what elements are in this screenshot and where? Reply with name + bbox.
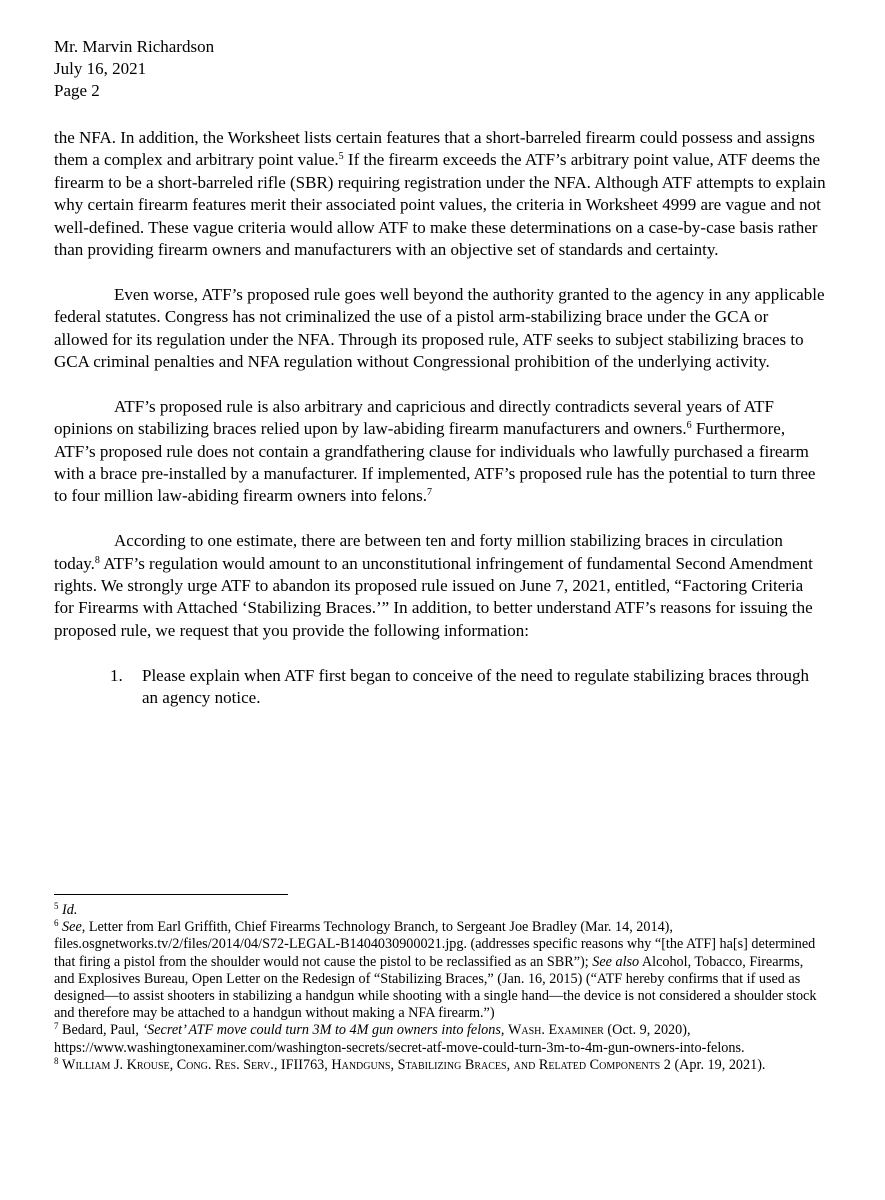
- footnote-divider: [54, 894, 288, 895]
- list-item: [110, 665, 826, 710]
- footnotes: [54, 902, 826, 1074]
- letter-date: July 16, 2021: [54, 59, 147, 78]
- paragraph-worksheet: the NFA. In addition, the Worksheet lists certain features that a short-barreled firearm could possess and assigns them a complex and arbitrary point value.$^5$ If the firearm exceeds the ATF’s arbitrary point value, ATF deems the firearm to be a short-barreled rifle (SBR) requiring registration under the NFA. Although ATF attempts to explain why certain firearm features merit their associated point values, the criteria in Worksheet 4999 are vague and not well-defined. These vague criteria would allow ATF to make these determinations on a case-by-case basis rather than providing firearm owners and manufacturers with an objective set of standards and certainty.: [54, 128, 826, 260]
- footnote-6: $^6$ See, Letter from Earl Griffith, Chief Firearms Technology Branch, to Sergeant Joe Bradley (Mar. 14, 2014), files.osgnetworks.tv/2/files/2014/04/S72-LEGAL-B1404030900021.jpg. (addresses specific reasons why “[the ATF] ha[s] determined that firing a pistol from the shoulder would not cause the pistol to be reclassified as an SBR”); See also Alcohol, Tobacco, Firearms, and Explosives Bureau, Open Letter on the Redesign of “Stabilizing Braces,” (Jan. 16, 2015) (“ATF hereby confirms that if used as designed—to assist shooters in stabilizing a handgun while shooting with a single hand—the device is not considered a shoulder stock and therefore may be attached to a handgun without making a NFA firearm.”): [54, 918, 817, 1022]
- footnote-ref-5: 5: [338, 151, 344, 163]
- paragraph-estimate: According to one estimate, there are between ten and forty million stabilizing braces in circulation today.$^8$ ATF’s regulation would amount to an unconstitutional infringement of fundamental Second Amendment rights. We strongly urge ATF to abandon its proposed rule issued on June 7, 2021, entitled, “Factoring Criteria for Firearms with Attached ‘Stabilizing Braces.’” In addition, to better understand ATF’s reasons for issuing the proposed rule, we request that you provide the following information:: [54, 531, 813, 640]
- letter-body: [54, 127, 826, 710]
- footnote-ref-7: 7: [426, 487, 432, 499]
- footnote-ref-8: 8: [94, 554, 100, 566]
- footnote-5: $^5$ Id.: [54, 901, 78, 918]
- list-text: Please explain when ATF first began to conceive of the need to regulate stabilizing braces through an agency notice.: [142, 665, 810, 708]
- footnote-ref-6: 6: [686, 420, 692, 432]
- paragraph-arbitrary: ATF’s proposed rule is also arbitrary and capricious and directly contradicts several years of ATF opinions on stabilizing braces relied upon by law-abiding firearm manufacturers and owners.$^6$ Furthermore, ATF’s proposed rule does not contain a grandfathering clause for individuals who lawfully purchased a firearm with a brace pre-installed by a manufacturer. If implemented, ATF’s proposed rule has the potential to turn three to four million law-abiding firearm owners into felons.$^7$: [54, 396, 816, 506]
- list-number: 1.: [110, 665, 123, 685]
- page-number: Page 2: [54, 81, 100, 100]
- letter-header: [54, 36, 214, 102]
- footnote-8: $^8$ William J. Krouse, Cong. Res. Serv., IFII763, Handguns, Stabilizing Braces, and Related Components 2 (Apr. 19, 2021).: [54, 1055, 766, 1073]
- paragraph-authority: Even worse, ATF’s proposed rule goes well beyond the authority granted to the agency in any applicable federal statutes. Congress has not criminalized the use of a pistol arm-stabilizing brace under the GCA or allowed for its regulation under the NFA. Through its proposed rule, ATF seeks to subject stabilizing braces to GCA criminal penalties and NFA regulation without Congressional prohibition of the underlying activity.: [54, 284, 825, 372]
- footnote-7: $^7$ Bedard, Paul, ‘Secret’ ATF move could turn 3M to 4M gun owners into felons, Wash. Examiner (Oct. 9, 2020), https://www.washingtonexaminer.com/washington-secrets/secret-atf-move-could-turn-3m-to-4m-gun-owners-into-felons.: [54, 1021, 745, 1056]
- recipient-name: Mr. Marvin Richardson: [54, 37, 215, 56]
